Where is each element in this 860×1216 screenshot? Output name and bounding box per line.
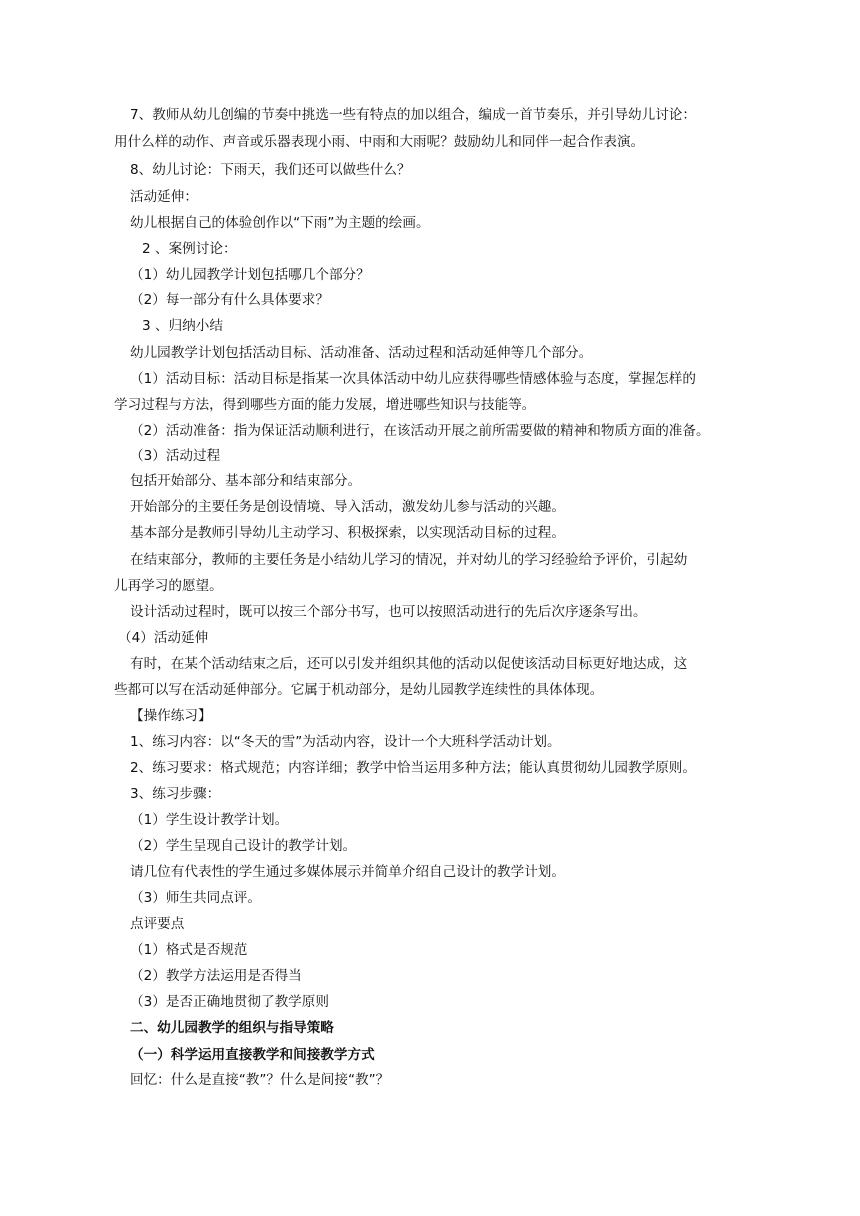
section-heading: 二、幼儿园教学的组织与指导策略 (130, 1020, 334, 1036)
text-line: 点评要点 (130, 916, 185, 932)
text-line: 活动延伸： (130, 189, 198, 205)
text-line: 8、幼儿讨论：下雨天，我们还可以做些什么？ (130, 162, 411, 178)
text-line: 在结束部分，教师的主要任务是小结幼儿学习的情况，并对幼儿的学习经验给予评价，引起幼 (130, 552, 688, 568)
text-line: （1）活动目标：活动目标是指某一次具体活动中幼儿应获得哪些情感体验与态度，掌握怎样的 (130, 371, 696, 387)
text-line: 用什么样的动作、声音或乐器表现小雨、中雨和大雨呢？鼓励幼儿和同伴一起合作表演。 (114, 134, 645, 150)
text-line: 幼儿园教学计划包括活动目标、活动准备、活动过程和活动延伸等几个部分。 (130, 345, 593, 361)
text-line: （4）活动延伸 (118, 630, 209, 646)
text-line: 基本部分是教师引导幼儿主动学习、积极探索，以实现活动目标的过程。 (130, 525, 565, 541)
text-line: 1、练习内容：以“冬天的雪”为活动内容，设计一个大班科学活动计划。 (130, 734, 561, 750)
text-line: 3、练习步骤： (130, 786, 221, 802)
text-line: 儿再学习的愿望。 (114, 578, 223, 594)
text-line: （2）教学方法运用是否得当 (130, 968, 302, 984)
text-line: （1）格式是否规范 (130, 942, 248, 958)
text-line: 开始部分的主要任务是创设情境、导入活动，激发幼儿参与活动的兴趣。 (130, 499, 565, 515)
text-line: 2 、案例讨论： (142, 241, 237, 257)
text-line: （1）学生设计教学计划。 (130, 812, 289, 828)
text-line: （2）活动准备：指为保证活动顺利进行，在该活动开展之前所需要做的精神和物质方面的准备。 (130, 423, 710, 439)
text-line: 请几位有代表性的学生通过多媒体展示并简单介绍自己设计的教学计划。 (130, 864, 565, 880)
text-line: 幼儿根据自己的体验创作以“下雨”为主题的绘画。 (130, 215, 430, 231)
text-line: （2）每一部分有什么具体要求？ (130, 292, 329, 308)
text-line: 7、教师从幼儿创编的节奏中挑选一些有特点的加以组合，编成一首节奏乐，并引导幼儿讨论： (130, 107, 696, 123)
text-line: 【操作练习】 (130, 708, 212, 724)
text-line: 包括开始部分、基本部分和结束部分。 (130, 473, 362, 489)
text-line: 有时，在某个活动结束之后，还可以引发并组织其他的活动以促使该活动目标更好地达成，这 (130, 656, 688, 672)
text-line: 3 、归纳小结 (142, 318, 223, 334)
text-line: （3）师生共同点评。 (130, 890, 261, 906)
text-line: （2）学生呈现自己设计的教学计划。 (130, 838, 357, 854)
text-line: 2、练习要求：格式规范；内容详细；教学中恰当运用多种方法；能认真贯彻幼儿园教学原则。 (130, 760, 696, 776)
text-line: 设计活动过程时，既可以按三个部分书写，也可以按照活动进行的先后次序逐条写出。 (130, 604, 647, 620)
text-line: 回忆：什么是直接“教”？什么是间接“教”？ (130, 1072, 390, 1088)
text-line: （3）是否正确地贯彻了教学原则 (130, 994, 329, 1010)
text-line: （1）幼儿园教学计划包括哪几个部分？ (130, 267, 370, 283)
text-line: （3）活动过程 (130, 448, 221, 464)
text-line: 学习过程与方法，得到哪些方面的能力发展，增进哪些知识与技能等。 (114, 397, 536, 413)
text-line: 些都可以写在活动延伸部分。它属于机动部分，是幼儿园教学连续性的具体体现。 (114, 682, 604, 698)
subsection-heading: （一）科学运用直接教学和间接教学方式 (130, 1047, 375, 1063)
